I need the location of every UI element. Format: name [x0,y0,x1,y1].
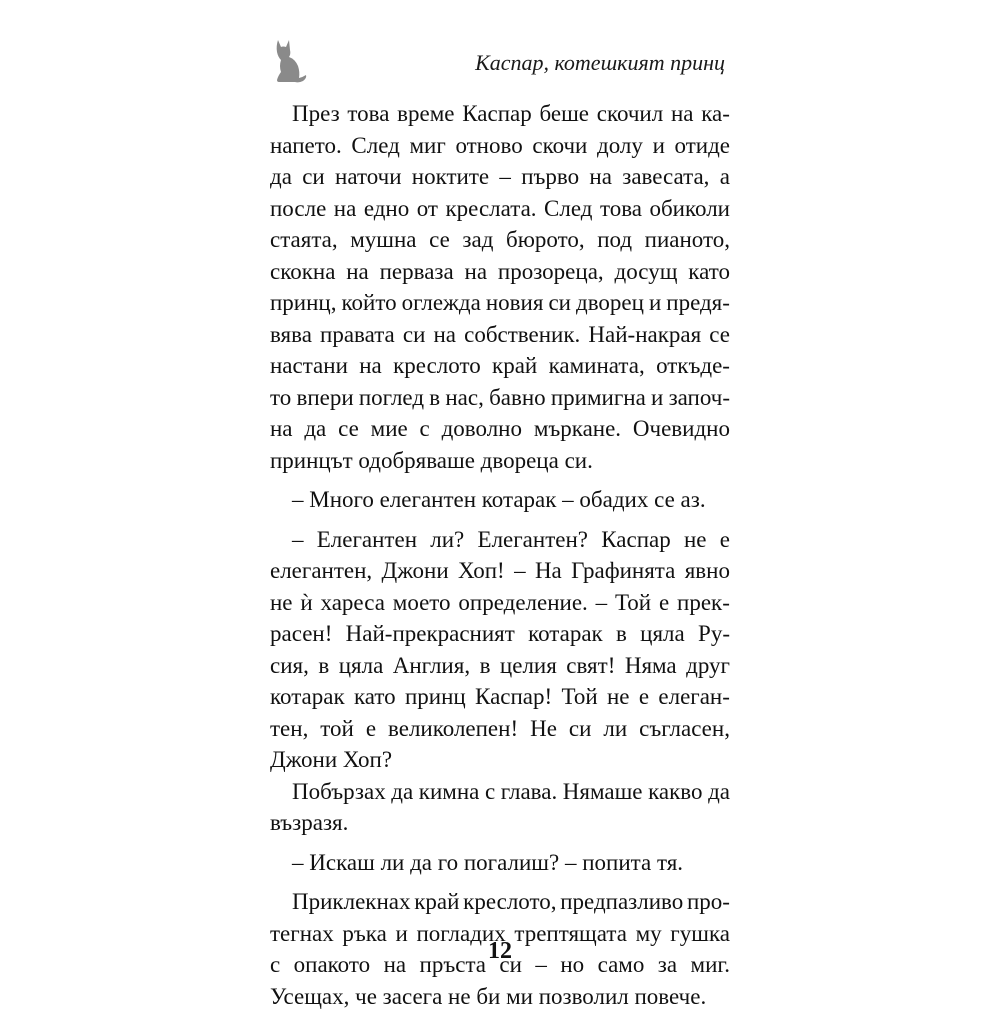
cat-silhouette-icon [269,38,309,84]
text-line: напето. След миг отново скочи долу и отиде [270,130,730,162]
text-line: котарак като принц Каспар! Той не е елеган- [270,681,730,713]
text-line: възразя. [270,807,730,839]
text-line: скокна на перваза на прозореца, досущ като [270,256,730,288]
text-line: настани на креслото край камината, откъде- [270,350,730,382]
text-line: не ѝ хареса моето определение. – Той е прек- [270,587,730,619]
page-number: 12 [470,938,530,965]
text-line: да си наточи ноктите – първо на завесата, а [270,161,730,193]
text-line: Побързах да кимна с глава. Нямаше какво да [270,776,730,808]
text-line: сия, в цяла Англия, в целия свят! Няма друг [270,650,730,682]
text-line: Усещах, че засега не би ми позволил повече. [270,981,730,1012]
text-line: – Много елегантен котарак – обадих се аз. [270,484,730,516]
text-line: принц, който оглежда новия си дворец и предя- [270,287,730,319]
text-line: тегнах ръка и погладих трептящата му гушка [270,918,730,950]
text-line: – Искаш ли да го погалиш? – попита тя. [270,847,730,879]
text-line: стаята, мушна се зад бюрото, под пианото, [270,224,730,256]
text-line: – Елегантен ли? Елегантен? Каспар не е [270,524,730,556]
text-line: тен, той е великолепен! Не си ли съгласен, [270,713,730,745]
text-line: расен! Най-прекрасният котарак в цяла Ру- [270,618,730,650]
text-line: то впери поглед в нас, бавно примигна и започ- [270,382,730,414]
page-body-text [270,98,730,1012]
text-line: Приклекнах край креслото, предпазливо про- [270,886,730,918]
text-line: вява правата си на собственик. Най-накрая се [270,319,730,351]
text-line: Джони Хоп? [270,744,730,776]
text-line: През това време Каспар беше скочил на ка- [270,98,730,130]
text-line: на да се мие с доволно мъркане. Очевидно [270,413,730,445]
text-line: елегантен, Джони Хоп! – На Графинята явно [270,555,730,587]
running-head-title: Каспар, котешкият принц [380,50,725,76]
text-line: после на едно от креслата. След това обиколи [270,193,730,225]
text-line: принцът одобряваше двореца си. [270,445,730,477]
text-line: с опакото на пръста си – но само за миг. [270,949,730,981]
